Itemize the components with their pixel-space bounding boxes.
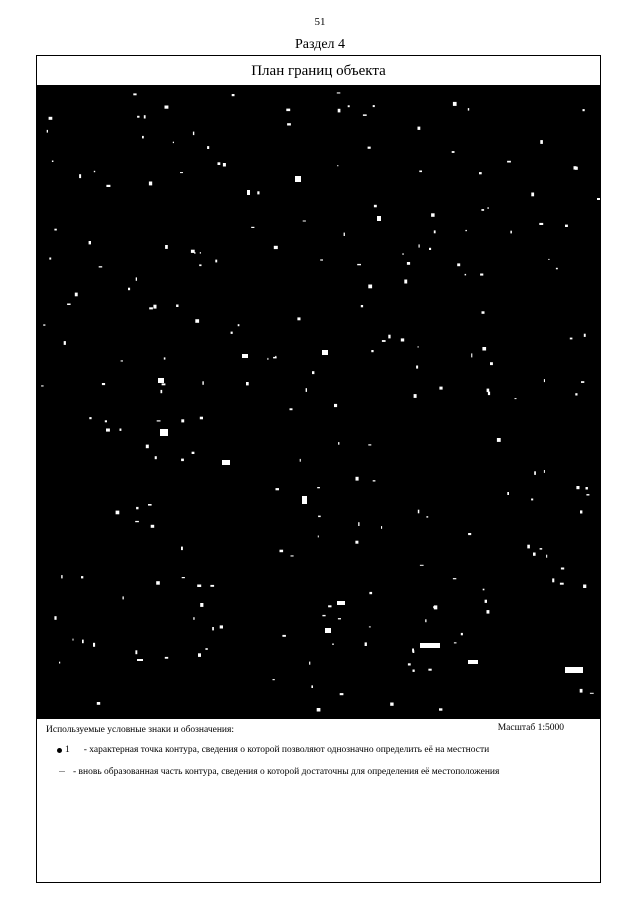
section-title: Раздел 4 (294, 37, 346, 52)
map-image (37, 86, 600, 719)
plan-frame (36, 55, 601, 883)
page-number: 51 (314, 16, 326, 28)
legend-item-point (57, 745, 489, 755)
legend-item-contour (73, 766, 543, 778)
boundary-point-icon (57, 748, 62, 753)
legend-title: Используемые условные знаки и обозначения: (46, 725, 235, 735)
scale-label: Масштаб 1:5000 (497, 723, 564, 733)
plan-title: План границ объекта (37, 56, 600, 86)
map-texture (41, 92, 600, 711)
boundary-map (37, 86, 600, 719)
legend-point-number: 1 (65, 745, 70, 755)
new-contour-line-icon (59, 771, 65, 772)
legend-contour-text: - вновь образованная часть контура, сведения о которой достаточны для определения её местоположения (73, 767, 500, 777)
legend-point-text: - характерная точка контура, сведения о которой позволяют однозначно определить её на местности (83, 745, 490, 755)
